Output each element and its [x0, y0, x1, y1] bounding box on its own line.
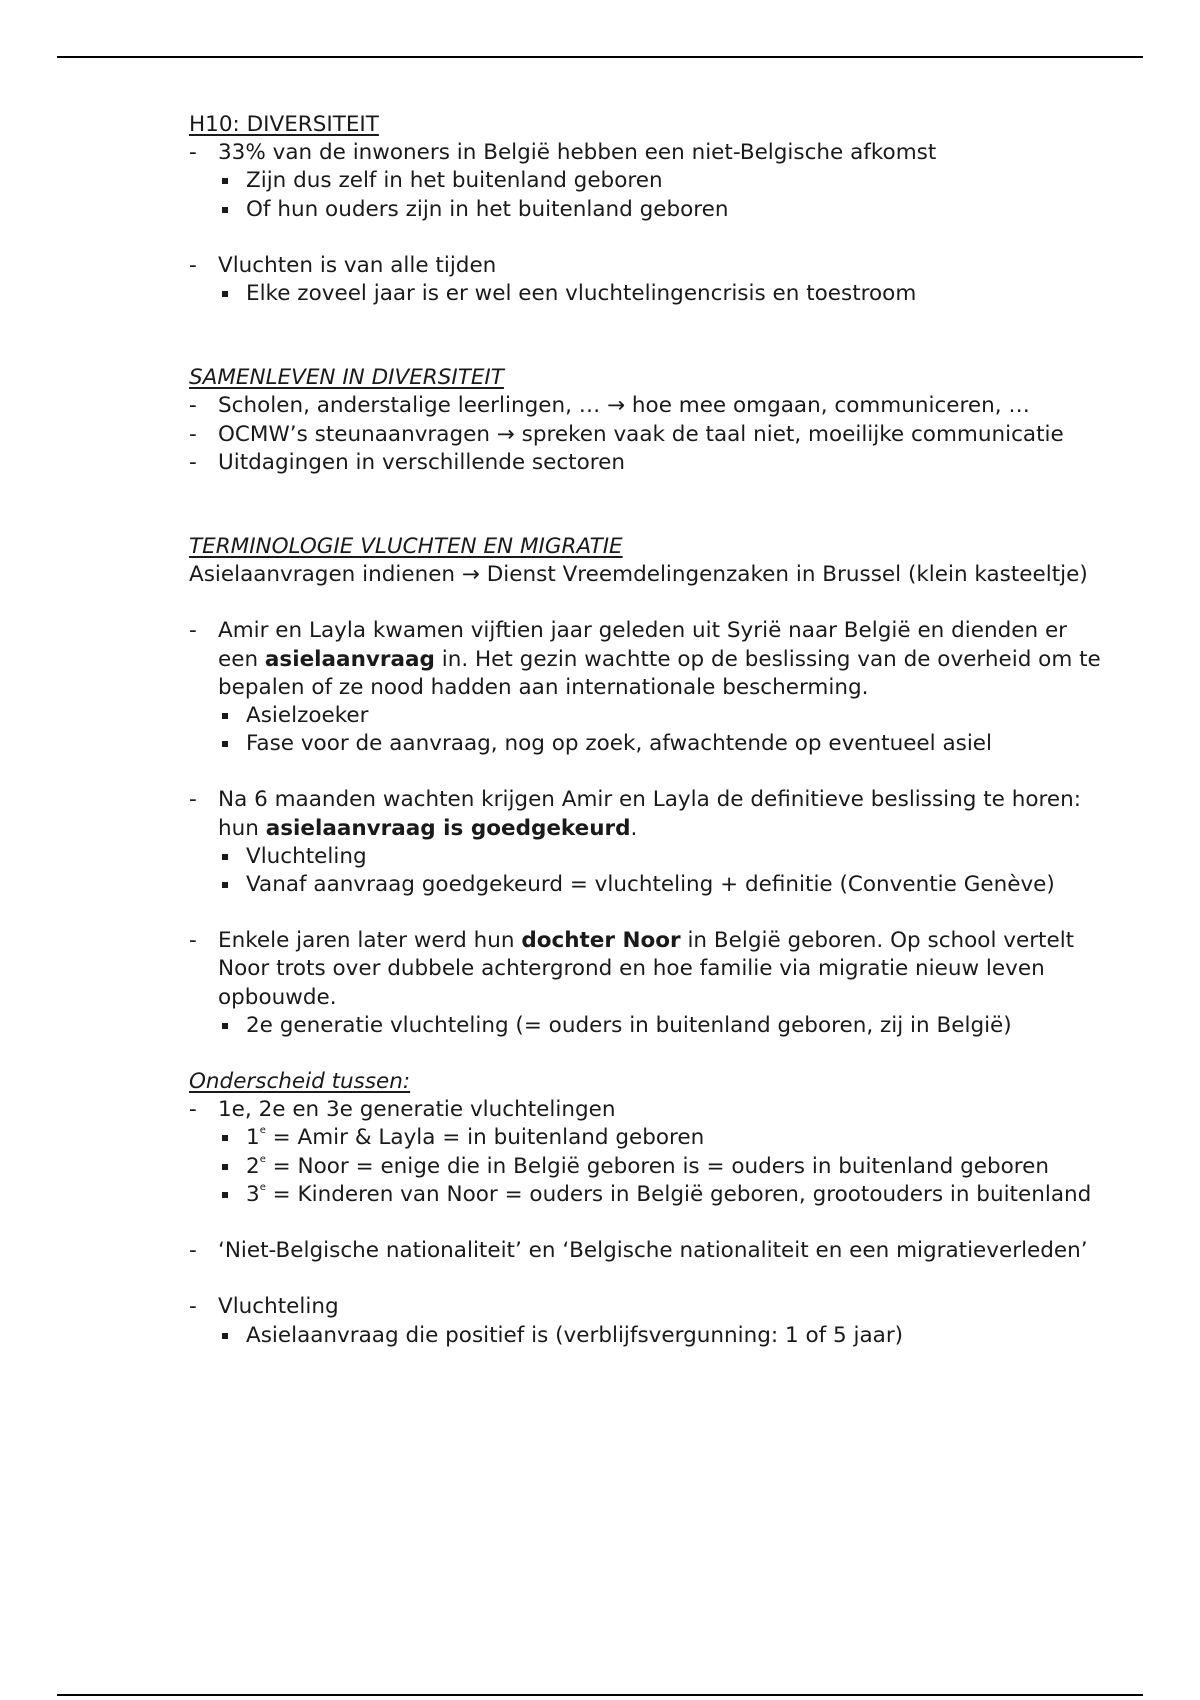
- bullet-item: 2e generatie vluchteling (= ouders in buitenland geboren, zij in België): [189, 1012, 1109, 1040]
- intro-text: Asielaanvragen indienen → Dienst Vreemdelingenzaken in Brussel (klein kasteeltje): [189, 562, 1088, 588]
- list-item: - 33% van de inwoners in België hebben een niet-Belgische afkomst: [189, 139, 1109, 167]
- case-paragraph: - Enkele jaren later werd hun dochter Noor in België geboren. Op school vertelt Noor trots over dubbele achtergrond en hoe familie via migratie nieuw leven opbouwde.: [189, 927, 1109, 1012]
- bullet-item: $1^e$ = Amir & Layla = in buitenland geboren: [189, 1124, 1109, 1152]
- bullet-item: $2^e$ = Noor = enige die in België geboren is = ouders in buitenland geboren: [189, 1153, 1109, 1181]
- bullet-item: Zijn dus zelf in het buitenland geboren: [189, 167, 1109, 195]
- list-item: - Scholen, anderstalige leerlingen, … → hoe mee omgaan, communiceren, …: [189, 392, 1109, 420]
- bottom-rule: [57, 1694, 1143, 1696]
- bullet-item: Vanaf aanvraag goedgekeurd = vluchteling + definitie (Conventie Genève): [189, 871, 1109, 899]
- list-item: - Vluchten is van alle tijden: [189, 252, 1109, 280]
- bullet-item: Asielzoeker: [189, 702, 1109, 730]
- bullet-item: Elke zoveel jaar is er wel een vluchtelingencrisis en toestroom: [189, 280, 1109, 308]
- section-title-terminologie: TERMINOLOGIE VLUCHTEN EN MIGRATIE: [189, 534, 623, 560]
- list-item: - OCMW’s steunaanvragen → spreken vaak de taal niet, moeilijke communicatie: [189, 421, 1109, 449]
- section-title-onderscheid: Onderscheid tussen:: [189, 1069, 411, 1095]
- list-item: - 1e, 2e en 3e generatie vluchtelingen: [189, 1096, 1109, 1124]
- bullet-item: Of hun ouders zijn in het buitenland geboren: [189, 196, 1109, 224]
- case-paragraph: - Amir en Layla kwamen vijftien jaar geleden uit Syrië naar België en dienden er een asielaanvraag in. Het gezin wachtte op de beslissing van de overheid om te bepalen of ze nood hadden aan internationale bescherming.: [189, 617, 1109, 702]
- document-body: [189, 111, 1109, 1350]
- list-item: - Uitdagingen in verschillende sectoren: [189, 449, 1109, 477]
- list-item: - ‘Niet-Belgische nationaliteit’ en ‘Belgische nationaliteit en een migratieverleden’: [189, 1237, 1109, 1265]
- list-item: - Vluchteling: [189, 1293, 1109, 1321]
- top-rule: [57, 56, 1143, 58]
- section-title-diversiteit: H10: DIVERSITEIT: [189, 112, 379, 137]
- bullet-item: Fase voor de aanvraag, nog op zoek, afwachtende op eventueel asiel: [189, 730, 1109, 758]
- case-paragraph: - Na 6 maanden wachten krijgen Amir en Layla de definitieve beslissing te horen: hun asielaanvraag is goedgekeurd.: [189, 786, 1109, 842]
- bullet-item: $3^e$ = Kinderen van Noor = ouders in België geboren, grootouders in buitenland: [189, 1181, 1109, 1209]
- section-title-samenleven: SAMENLEVEN IN DIVERSITEIT: [189, 365, 504, 391]
- bullet-item: Asielaanvraag die positief is (verblijfsvergunning: 1 of 5 jaar): [189, 1322, 1109, 1350]
- bullet-item: Vluchteling: [189, 843, 1109, 871]
